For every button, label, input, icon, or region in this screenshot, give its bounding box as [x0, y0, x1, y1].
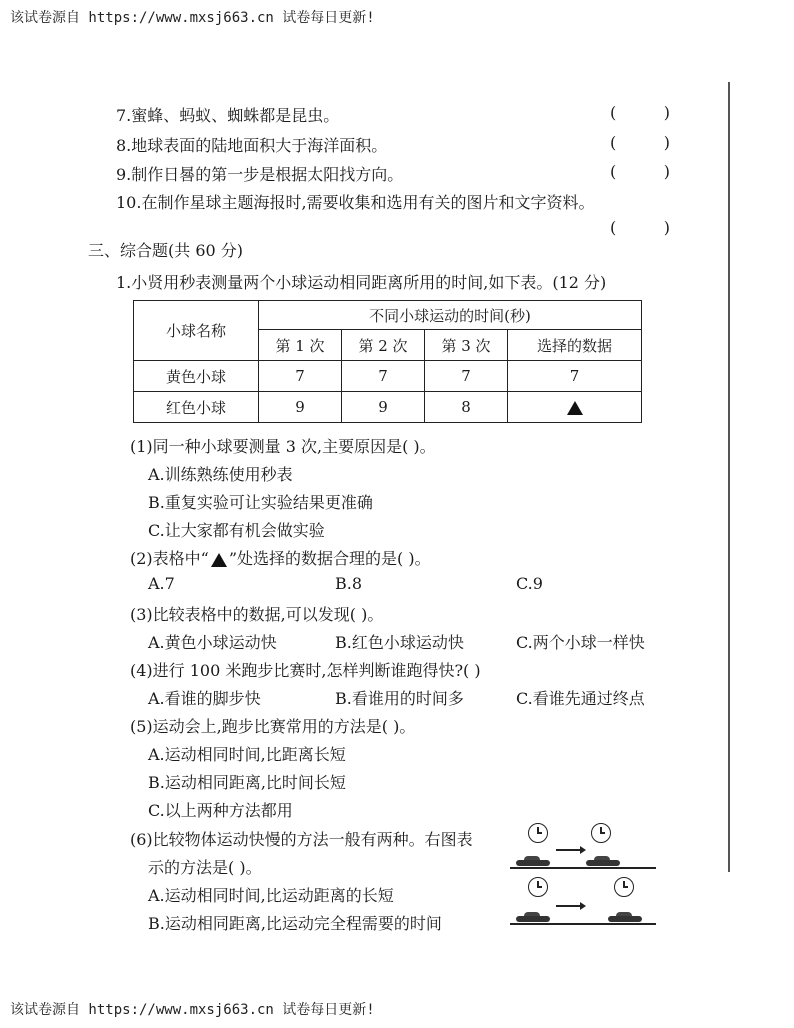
option-c: C.两个小球一样快	[516, 633, 645, 652]
car-icon	[586, 856, 620, 866]
page-header-watermark: 该试卷源自 https://www.mxsj663.cn 试卷每日更新!	[10, 10, 375, 26]
table-col-header: 选择的数据	[508, 330, 642, 361]
stem-text: ”处选择的数据合理的是( )。	[228, 549, 431, 568]
table-row	[134, 361, 642, 392]
option-c: C.让大家都有机会做实验	[148, 521, 325, 540]
car-icon	[516, 856, 550, 866]
table-cell-marker	[508, 392, 642, 423]
paren-left: (	[610, 218, 617, 237]
table-cell: 7	[342, 361, 425, 392]
arrow-icon	[556, 849, 584, 851]
table-group-header: 不同小球运动的时间(秒)	[259, 301, 642, 330]
option-b: B.看谁用的时间多	[335, 689, 464, 708]
paren-left: (	[610, 133, 617, 152]
option-b: B.运动相同距离,比时间长短	[148, 773, 346, 792]
answer-parens	[610, 103, 670, 122]
clock-icon	[591, 823, 611, 843]
page-footer-watermark: 该试卷源自 https://www.mxsj663.cn 试卷每日更新!	[10, 1002, 375, 1018]
option-c: C.以上两种方法都用	[148, 801, 293, 820]
clock-icon	[614, 877, 634, 897]
table-cell: 9	[259, 392, 342, 423]
judgment-item: 10.在制作星球主题海报时,需要收集和选用有关的图片和文字资料。	[116, 193, 595, 212]
triangle-marker-icon	[211, 553, 227, 567]
option-b: B.重复实验可让实验结果更准确	[148, 493, 373, 512]
option-c: C.9	[516, 574, 543, 593]
table-cell: 8	[425, 392, 508, 423]
table-cell: 7	[425, 361, 508, 392]
answer-parens	[610, 218, 670, 237]
option-b: B.运动相同距离,比运动完全程需要的时间	[148, 914, 442, 933]
paren-right: )	[663, 162, 670, 181]
timing-table	[133, 300, 642, 423]
table-cell: 9	[342, 392, 425, 423]
triangle-marker-icon	[567, 401, 583, 415]
judgment-item: 9.制作日晷的第一步是根据太阳找方向。	[116, 165, 404, 184]
option-a: A.训练熟练使用秒表	[148, 465, 293, 484]
paren-left: (	[610, 162, 617, 181]
question-1-intro: 1.小贤用秒表测量两个小球运动相同距离所用的时间,如下表。(12 分)	[116, 273, 607, 292]
table-col-header: 第 1 次	[259, 330, 342, 361]
paren-right: )	[663, 133, 670, 152]
paren-left: (	[610, 103, 617, 122]
judgment-item: 8.地球表面的陆地面积大于海洋面积。	[116, 136, 388, 155]
ground-line	[510, 867, 656, 869]
clock-icon	[528, 877, 548, 897]
clock-icon	[528, 823, 548, 843]
section-title: 三、综合题(共 60 分)	[88, 241, 244, 260]
judgment-item: 7.蜜蜂、蚂蚁、蜘蛛都是昆虫。	[116, 106, 340, 125]
option-a: A.7	[148, 574, 175, 593]
answer-parens	[610, 133, 670, 152]
subquestion-1-stem: (1)同一种小球要测量 3 次,主要原因是( )。	[130, 437, 436, 456]
option-c: C.看谁先通过终点	[516, 689, 645, 708]
option-a: A.看谁的脚步快	[148, 689, 261, 708]
option-b: B.8	[335, 574, 363, 593]
table-cell-name: 红色小球	[134, 392, 259, 423]
option-b: B.红色小球运动快	[335, 633, 464, 652]
option-a: A.运动相同时间,比运动距离的长短	[148, 886, 394, 905]
subquestion-6-stem-line1: (6)比较物体运动快慢的方法一般有两种。右图表	[130, 830, 473, 849]
table-header-name: 小球名称	[134, 301, 259, 361]
table-row	[134, 392, 642, 423]
subquestion-2-stem	[130, 546, 431, 569]
subquestion-5-stem: (5)运动会上,跑步比赛常用的方法是( )。	[130, 717, 416, 736]
subquestion-4-stem: (4)进行 100 米跑步比赛时,怎样判断谁跑得快?( )	[130, 661, 481, 680]
paren-right: )	[663, 103, 670, 122]
option-a: A.运动相同时间,比距离长短	[148, 745, 346, 764]
ground-line	[510, 923, 656, 925]
table-cell: 7	[259, 361, 342, 392]
car-icon	[516, 912, 550, 922]
subquestion-3-stem: (3)比较表格中的数据,可以发现( )。	[130, 605, 384, 624]
option-a: A.黄色小球运动快	[148, 633, 277, 652]
stem-text: (2)表格中“	[130, 549, 209, 568]
table-col-header: 第 3 次	[425, 330, 508, 361]
arrow-icon	[556, 905, 584, 907]
table-col-header: 第 2 次	[342, 330, 425, 361]
table-cell: 7	[508, 361, 642, 392]
answer-parens	[610, 162, 670, 181]
subquestion-6-stem-line2: 示的方法是( )。	[148, 858, 262, 877]
page-edge-line	[728, 82, 730, 872]
paren-right: )	[663, 218, 670, 237]
table-cell-name: 黄色小球	[134, 361, 259, 392]
car-icon	[608, 912, 642, 922]
